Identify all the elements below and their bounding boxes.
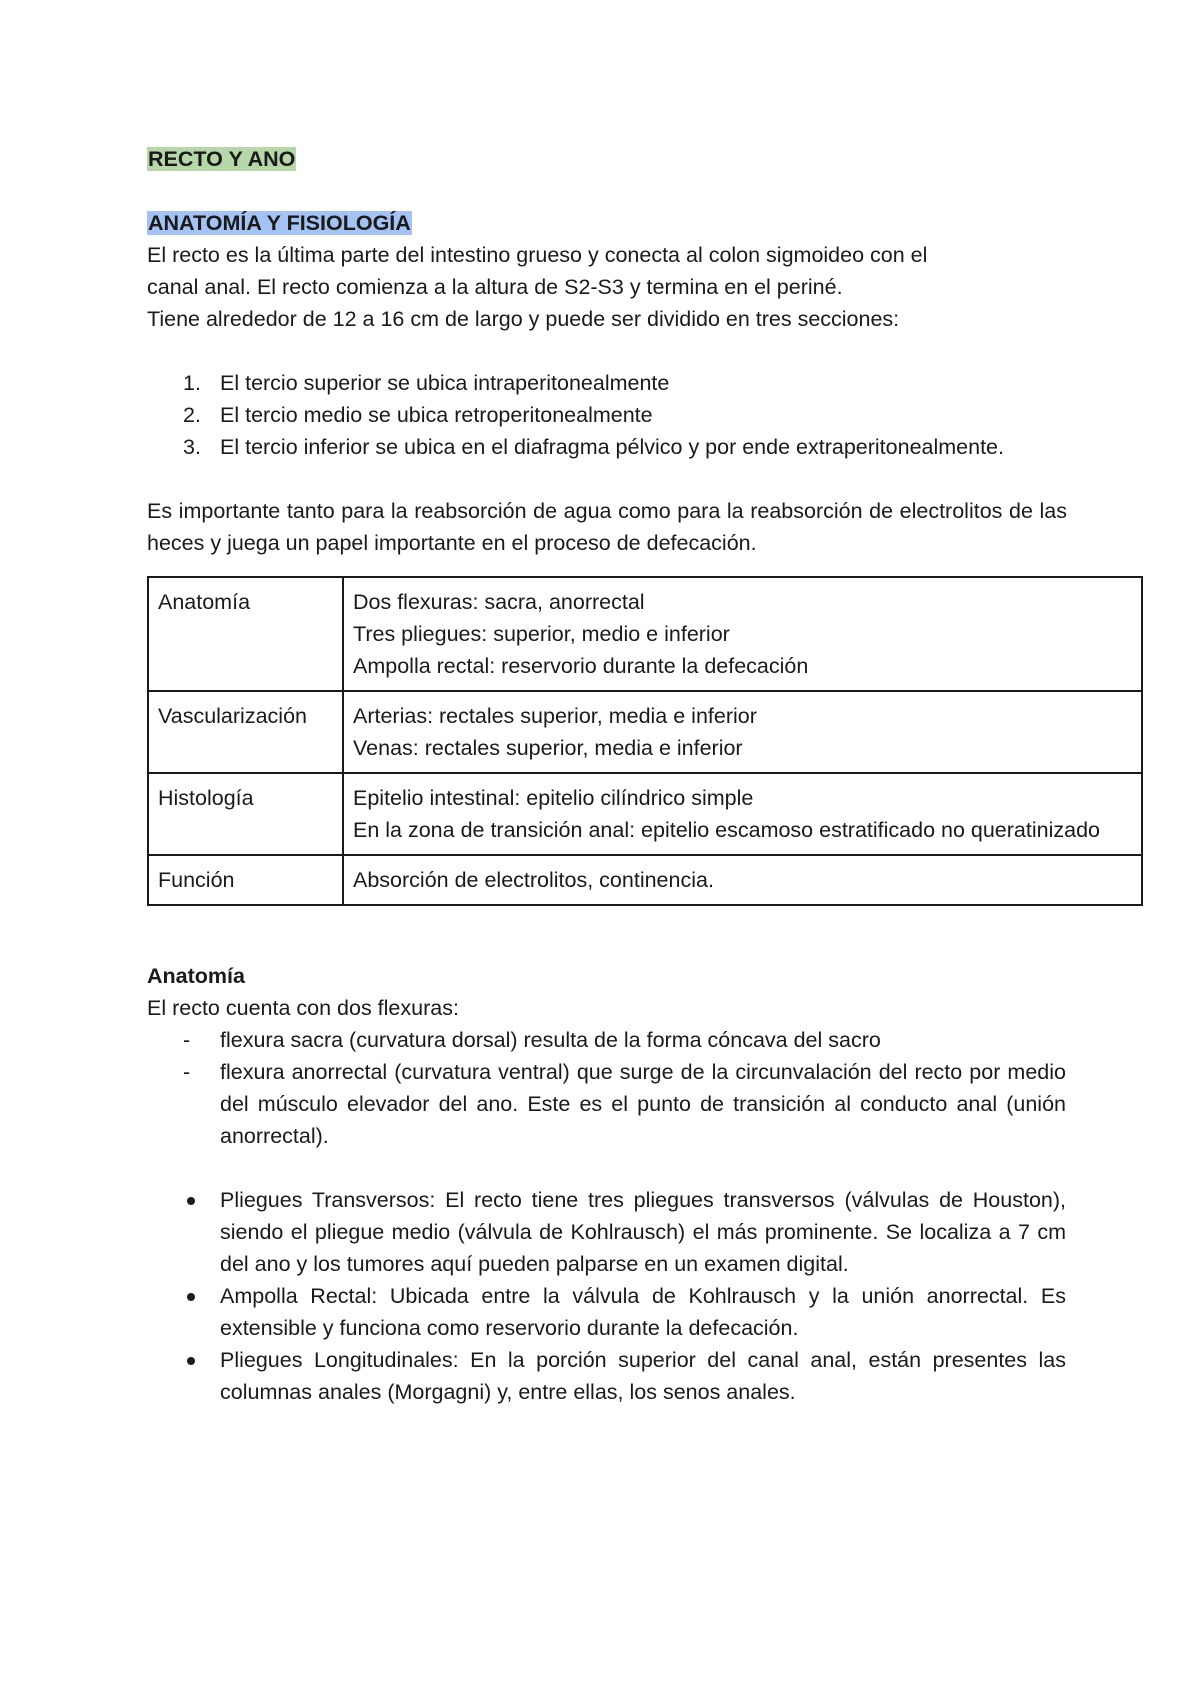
sections-list	[147, 367, 1067, 463]
table-row-label: Histología	[148, 773, 343, 855]
table-row-content	[343, 577, 1142, 691]
list-item	[147, 1056, 1067, 1152]
list-item	[147, 1024, 1067, 1056]
dash-marker: -	[183, 1060, 191, 1084]
table-cell-line: Venas: rectales superior, media e inferior	[353, 736, 743, 760]
paragraph: El recto cuenta con dos flexuras:	[147, 996, 459, 1020]
list-item-text: El tercio medio se ubica retroperitonealmente	[220, 403, 653, 427]
bullet-icon	[187, 1293, 195, 1301]
list-item-text: flexura anorrectal (curvatura ventral) que surge de la circunvalación del recto por medio del músculo elevador del ano. Este es el punto de transición al conducto anal (unión anorrectal).	[220, 1060, 1066, 1148]
flexuras-list	[147, 1024, 1067, 1152]
list-item	[147, 367, 1067, 399]
list-item	[147, 399, 1067, 431]
list-number: 1.	[183, 371, 201, 395]
list-item	[147, 1280, 1067, 1344]
summary-table	[147, 576, 1143, 906]
intro-line: canal anal. El recto comienza a la altura de S2-S3 y termina en el periné.	[147, 275, 843, 299]
list-item-text: Ampolla Rectal: Ubicada entre la válvula de Kohlrausch y la unión anorrectal. Es extensible y funciona como reservorio durante la defecación.	[220, 1284, 1066, 1340]
list-item	[147, 431, 1067, 463]
dash-marker: -	[183, 1028, 191, 1052]
table-row	[148, 577, 1142, 691]
bullet-icon	[187, 1357, 195, 1365]
table-row-label: Función	[148, 855, 343, 905]
table-cell-line: Ampolla rectal: reservorio durante la defecación	[353, 654, 809, 678]
spacer	[147, 335, 1067, 367]
section-heading-anatomia: Anatomía	[147, 964, 245, 988]
table-row-content	[343, 691, 1142, 773]
section-heading-text: ANATOMÍA Y FISIOLOGÍA	[148, 211, 411, 235]
table-cell-line: Arterias: rectales superior, media e inferior	[353, 704, 757, 728]
table-row-content	[343, 855, 1142, 905]
list-item	[147, 1184, 1067, 1280]
intro-line: El recto es la última parte del intestino grueso y conecta al colon sigmoideo con el	[147, 243, 928, 267]
table-cell-line: Dos flexuras: sacra, anorrectal	[353, 590, 645, 614]
table-cell-line: Absorción de electrolitos, continencia.	[353, 868, 714, 892]
list-item	[147, 1344, 1067, 1408]
table-row-content	[343, 773, 1142, 855]
pliegues-list	[147, 1184, 1067, 1408]
list-item-text: flexura sacra (curvatura dorsal) resulta de la forma cóncava del sacro	[220, 1028, 881, 1052]
table-cell-line: Tres pliegues: superior, medio e inferior	[353, 622, 730, 646]
document-title	[147, 143, 1067, 175]
table-row	[148, 773, 1142, 855]
section-heading-anatomia-fisiologia	[147, 207, 1067, 239]
spacer	[147, 906, 1067, 960]
bullet-icon	[187, 1197, 195, 1205]
spacer	[147, 463, 1067, 495]
table-cell-line: Epitelio intestinal: epitelio cilíndrico simple	[353, 786, 754, 810]
table-row	[148, 855, 1142, 905]
paragraph: Es importante tanto para la reabsorción de agua como para la reabsorción de electrolitos de las heces y juega un papel importante en el proceso de defecación.	[147, 499, 1067, 555]
list-item-text: El tercio inferior se ubica en el diafragma pélvico y por ende extraperitonealmente.	[220, 435, 1004, 459]
list-item-text: Pliegues Transversos: El recto tiene tres pliegues transversos (válvulas de Houston), siendo el pliegue medio (válvula de Kohlrausch) el más prominente. Se localiza a 7 cm del ano y los tumores aquí pueden palparse en un examen digital.	[220, 1188, 1066, 1276]
spacer	[147, 1152, 1067, 1184]
table-cell-line: En la zona de transición anal: epitelio escamoso estratificado no queratinizado	[353, 818, 1100, 842]
list-number: 3.	[183, 435, 201, 459]
document-page	[147, 143, 1100, 1408]
table-row-label: Vascularización	[148, 691, 343, 773]
spacer	[147, 175, 1067, 207]
table-row	[148, 691, 1142, 773]
table-row-label: Anatomía	[148, 577, 343, 691]
intro-line: Tiene alrededor de 12 a 16 cm de largo y puede ser dividido en tres secciones:	[147, 307, 900, 331]
list-number: 2.	[183, 403, 201, 427]
title-text: RECTO Y ANO	[148, 147, 296, 171]
list-item-text: El tercio superior se ubica intraperitonealmente	[220, 371, 670, 395]
list-item-text: Pliegues Longitudinales: En la porción superior del canal anal, están presentes las columnas anales (Morgagni) y, entre ellas, los senos anales.	[220, 1348, 1066, 1404]
